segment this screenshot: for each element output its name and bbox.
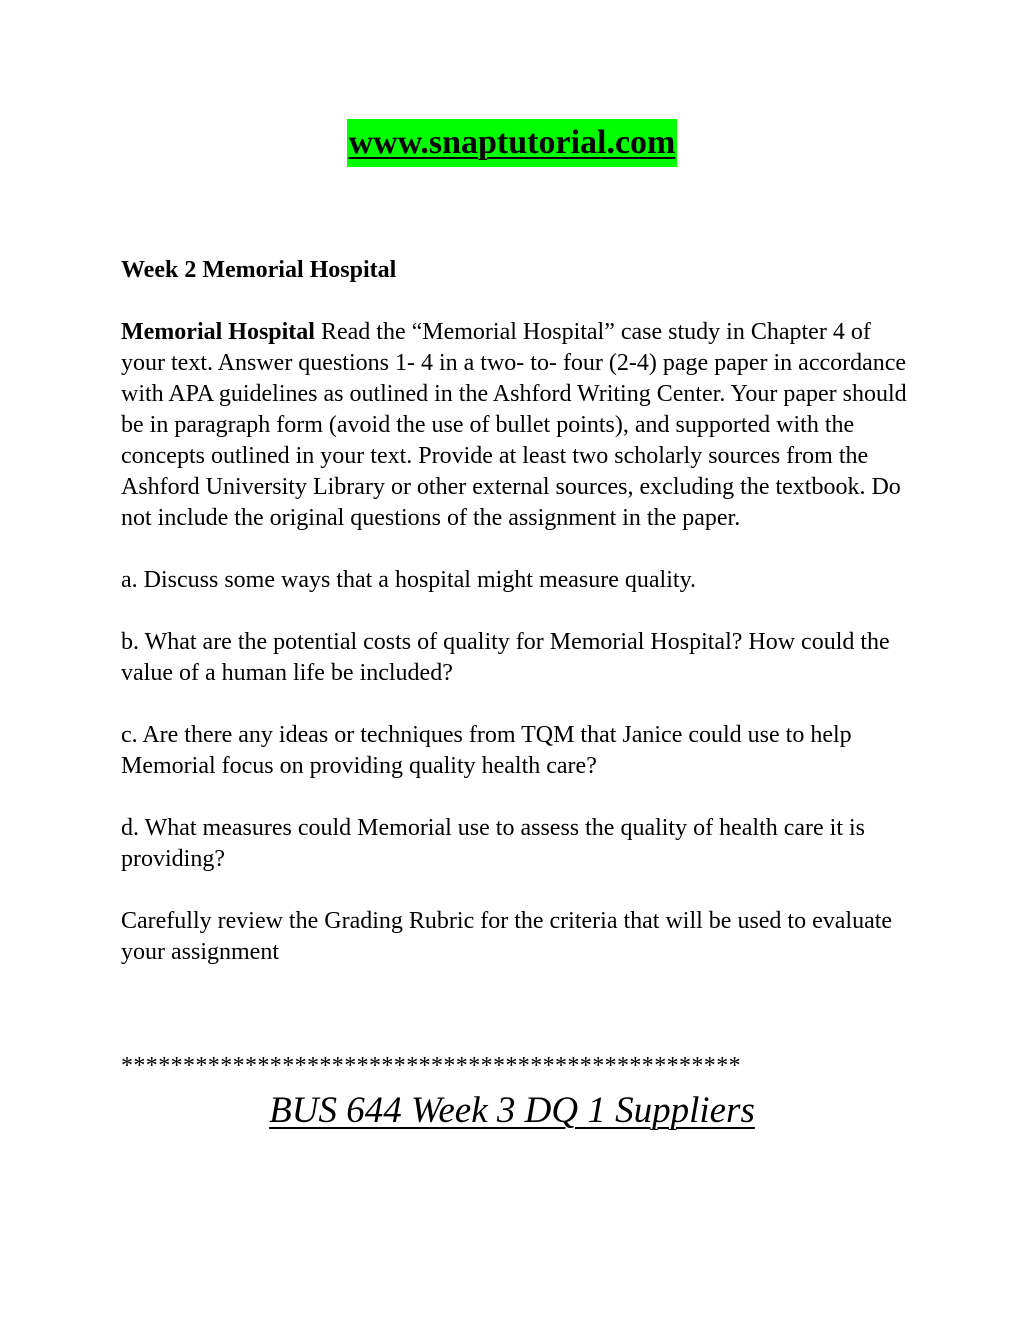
question-d: d. What measures could Memorial use to assess the quality of health care it is providing? xyxy=(121,815,866,872)
intro-text: Read the “Memorial Hospital” case study in Chapter 4 of your text. Answer questions 1- 4 in a two- to- four (2-4) page paper in accordance with APA guidelines as outlined in the Ashford Writing Center. Your paper should be in paragraph form (avoid the use of bullet points), and supported with the concepts outlined in your text. Provide at least two scholarly sources from the Ashford University Library or other external sources, excluding the textbook. Do not include the original questions of the assignment in the paper. xyxy=(121,319,907,531)
question-b: b. What are the potential costs of quality for Memorial Hospital? How could the value of a human life be included? xyxy=(121,629,890,686)
document-body xyxy=(121,255,911,999)
question-a: a. Discuss some ways that a hospital might measure quality. xyxy=(121,567,697,593)
site-url-link[interactable]: www.snaptutorial.com xyxy=(347,119,678,167)
intro-paragraph xyxy=(121,317,911,534)
site-banner-container xyxy=(0,119,1024,167)
document-heading: Week 2 Memorial Hospital xyxy=(121,257,397,283)
next-title-link[interactable]: BUS 644 Week 3 DQ 1 Suppliers xyxy=(269,1090,755,1131)
intro-lead: Memorial Hospital xyxy=(121,319,315,345)
closing-note: Carefully review the Grading Rubric for the criteria that will be used to evaluate your assignment xyxy=(121,908,893,965)
next-title-container xyxy=(0,1088,1024,1134)
asterisk-separator: ************************************************** xyxy=(121,1053,741,1079)
question-c: c. Are there any ideas or techniques from TQM that Janice could use to help Memorial focus on providing quality health care? xyxy=(121,722,852,779)
